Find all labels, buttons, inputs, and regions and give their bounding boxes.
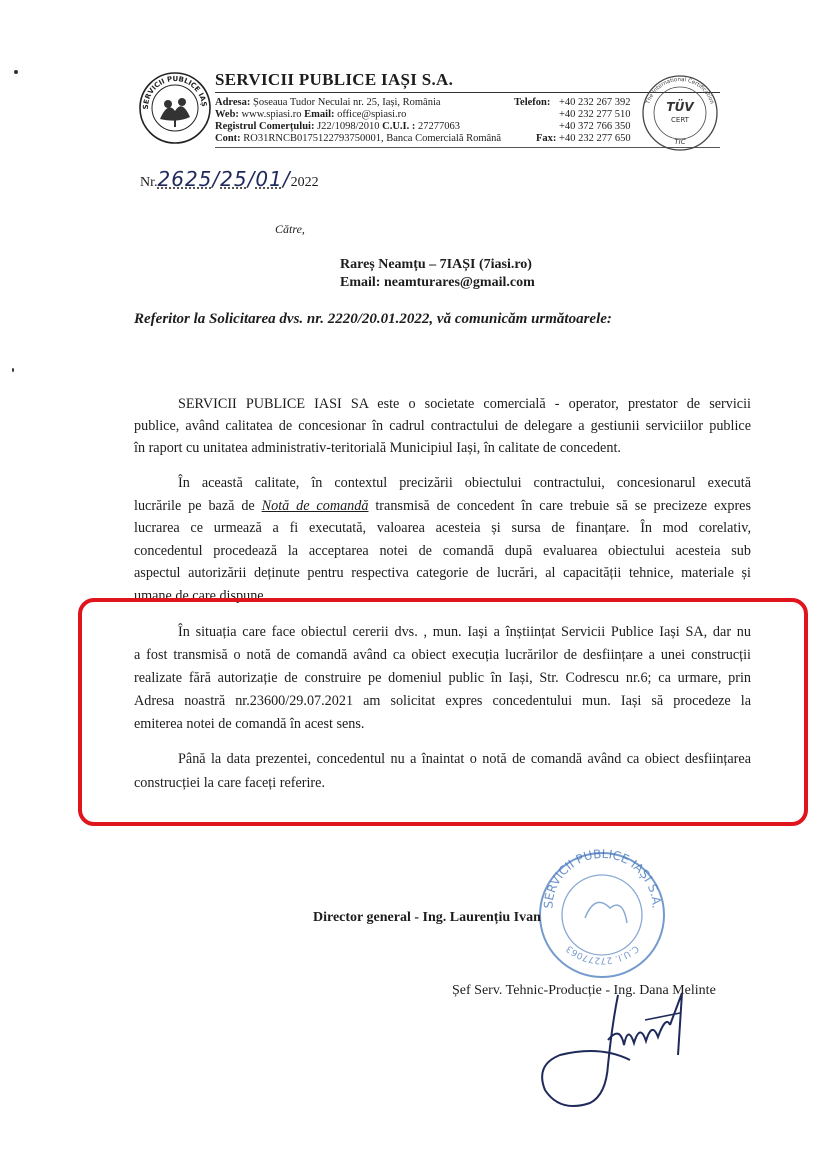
body-line: SERVICII PUBLICE IASI SA este o societate comercială - operator, prestator de servicii [178,396,751,412]
body-line: În această calitate, în contextul precizării obiectului contractului, concesionarul execută [178,475,751,491]
subject-line: Referitor la Solicitarea dvs. nr. 2220/20.01.2022, vă comunicăm următoarele: [134,311,612,327]
body-line: în raport cu unitatea administrativ-teritorială Municipiul Iași, în calitate de concedent. [134,440,621,456]
handwritten-month: 01 [255,167,283,191]
svg-text:SERVICII PUBLICE IAȘI: SERVICII PUBLICE IAȘ [141,74,209,110]
director-signature-line: Director general - Ing. Laurențiu Ivan [313,910,541,925]
body-line: Adresa noastră nr.23600/29.07.2021 am solicitat expres concedentului mun. Iași să procedeze la [134,693,751,709]
handwritten-number: 2625 [157,167,213,191]
reference-number: Nr.2625/25/01/2022 [140,167,319,191]
scan-mark [14,70,18,74]
to-label: Către, [275,222,305,236]
recipient-name: Rareș Neamțu – 7IAȘI (7iasi.ro) [340,257,532,272]
scan-mark [12,368,14,372]
svg-text:CERT: CERT [671,116,689,124]
company-name: SERVICII PUBLICE IAȘI S.A. [215,70,454,89]
svg-text:TÜV: TÜV [666,100,694,114]
certification-logo [640,74,720,152]
order-note-term: Notă de comandă [261,498,369,514]
company-stamp [535,848,670,983]
body-line: concedentul procedează la acceptarea notei de comandă după evaluarea obiectului acesteia sub [134,543,751,559]
body-line: a fost transmisă o notă de comandă având ca obiect execuția lucrărilor de desființare a unei construcții [134,647,751,663]
body-line: publice, având calitatea de concesionar în cadrul contractului de delegare a gestiunii serviciilor publice [134,418,751,434]
chief-signature-line: Șef Serv. Tehnic-Producție - Ing. Dana Melinte [452,983,716,998]
body-line: Până la data prezentei, concedentul nu a înaintat o notă de comandă având ca obiect desființarea [178,751,751,767]
svg-text:C.U.I. 27277063: C.U.I. 27277063 [564,942,641,965]
header-phone-1: +40 232 267 392 [559,97,631,108]
header-account: Cont: RO31RNCB0175122793750001, Banca Comercială Română [215,133,502,144]
highlight-box [78,598,808,826]
header-phone-label: Telefon: [514,97,551,108]
header-web-email: Web: www.spiasi.ro Email: office@spiasi.ro [215,109,407,120]
body-line: aspectul autorizării deținute pentru respectiva categorie de lucrări, al capacității tehnice, materiale și [134,565,751,581]
handwritten-signature [520,985,700,1120]
body-line: lucrările pe bază de Notă de comandă transmisă de concedent în care trebuie să se precizeze expres [134,498,751,514]
header-phone-3: +40 372 766 350 [559,121,631,132]
recipient-email: Email: neamturares@gmail.com [340,275,535,290]
header-phone-2: +40 232 277 510 [559,109,631,120]
body-line: lucrarea ce urmează a fi executată, valoarea acesteia și sursa de finanțare. În mod corelativ, [134,520,751,536]
body-line: construcției la care faceți referire. [134,775,326,791]
header-address: Adresa: Șoseaua Tudor Neculai nr. 25, Iași, România [215,97,441,108]
company-logo [138,71,212,145]
header-registry: Registrul Comerțului: J22/1098/2010 C.U.I. : 27277063 [215,121,460,132]
body-line: emiterea notei de comandă în acest sens. [134,716,365,732]
svg-text:The International Certificatio: The International Certification [645,76,715,105]
header-fax: Fax: +40 232 277 650 [536,133,631,144]
svg-text:SERVICII PUBLICE IAȘI S.A.: SERVICII PUBLICE IAȘI S.A. [541,848,664,909]
body-line: În situația care face obiectul cererii dvs. , mun. Iași a înștiințat Servicii Publice Iași SA, dar nu [178,624,751,640]
handwritten-day: 25 [220,167,248,191]
body-line: realizate fără autorizație de construire pe domeniul public în Iași, Str. Codrescu nr.6; ca urmare, prin [134,670,751,686]
svg-text:TIC: TIC [674,138,686,146]
body-line: umane de care dispune. [134,588,268,604]
